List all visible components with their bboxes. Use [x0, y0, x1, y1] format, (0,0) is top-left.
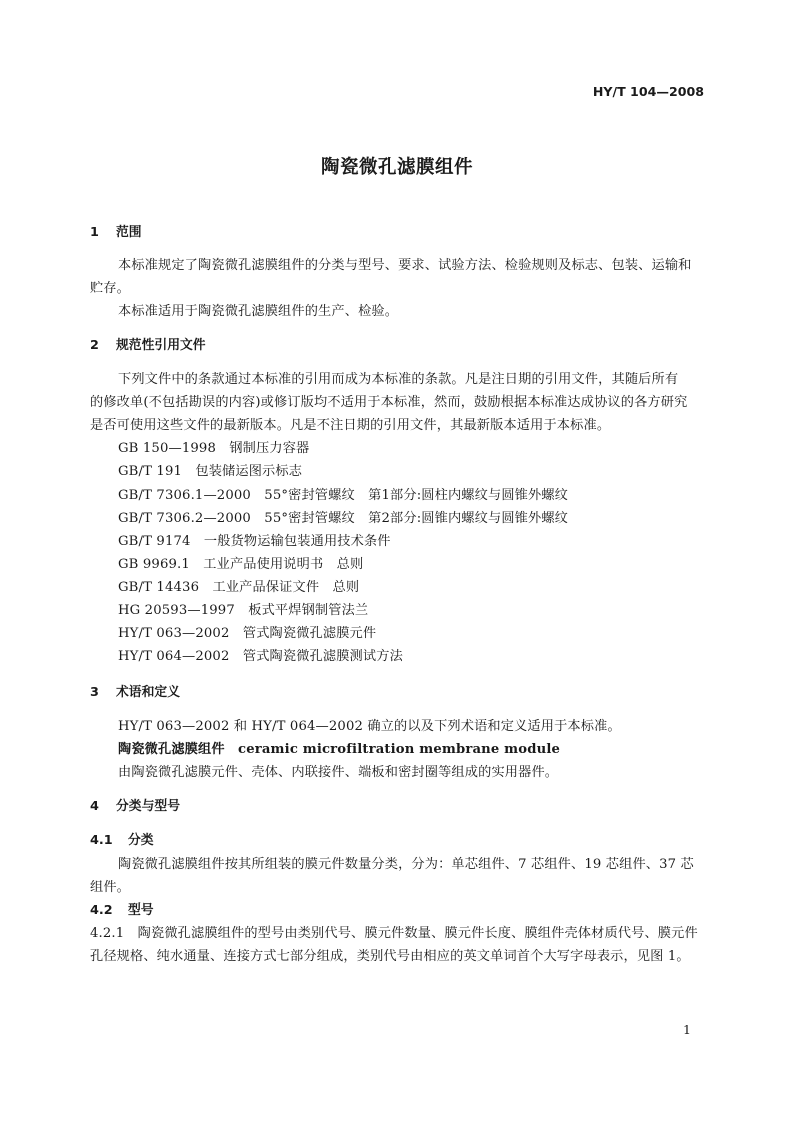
reference-item: GB/T 9174 一般货物运输包装通用技术条件 [118, 534, 391, 549]
section-number: 4 [90, 799, 99, 814]
reference-item: GB/T 14436 工业产品保证文件 总则 [118, 580, 360, 595]
page-number: 1 [683, 1022, 691, 1037]
section-number: 1 [90, 225, 99, 240]
paragraph-line: 的修改单(不包括勘误的内容)或修订版均不适用于本标准，然而，鼓励根据本标准达成协议的各方研究 [90, 395, 688, 410]
paragraph-line: 本标准适用于陶瓷微孔滤膜组件的生产、检验。 [118, 304, 399, 319]
section-title: 范围 [116, 225, 142, 240]
section-number: 3 [90, 685, 99, 700]
reference-item: GB 150—1998 钢制压力容器 [118, 441, 310, 456]
paragraph-line: 孔径规格、纯水通量、连接方式七部分组成，类别代号由相应的英文单词首个大写字母表示，见图 1。 [90, 949, 690, 964]
paragraph-line: 组件。 [90, 880, 131, 895]
reference-item: GB 9969.1 工业产品使用说明书 总则 [118, 557, 364, 572]
paragraph-line: 贮存。 [90, 281, 131, 296]
paragraph-line: 4.2.1 陶瓷微孔滤膜组件的型号由类别代号、膜元件数量、膜元件长度、膜组件壳体材质代号、膜元件 [90, 926, 698, 941]
section-title: 规范性引用文件 [116, 338, 206, 353]
paragraph-line: HY/T 063—2002 和 HY/T 064—2002 确立的以及下列术语和定义适用于本标准。 [118, 719, 621, 734]
section-2-heading [90, 334, 206, 353]
reference-item: HY/T 063—2002 管式陶瓷微孔滤膜元件 [118, 626, 377, 641]
reference-item: GB/T 7306.2—2000 55°密封管螺纹 第2部分:圆锥内螺纹与圆锥外螺纹 [118, 511, 569, 526]
section-title: 术语和定义 [116, 685, 180, 700]
reference-item: GB/T 7306.1—2000 55°密封管螺纹 第1部分:圆柱内螺纹与圆锥外螺纹 [118, 488, 569, 503]
standard-code: HY/T 104—2008 [592, 84, 704, 99]
section-title: 分类与型号 [116, 799, 180, 814]
subsection-number: 4.1 [90, 833, 113, 848]
subsection-number: 4.2 [90, 903, 113, 918]
section-3-heading [90, 681, 180, 700]
paragraph-line: 下列文件中的条款通过本标准的引用而成为本标准的条款。凡是注日期的引用文件，其随后所有 [118, 372, 679, 387]
section-4-heading [90, 795, 180, 814]
term-entry [118, 738, 560, 757]
term-chinese: 陶瓷微孔滤膜组件 [118, 742, 225, 757]
section-number: 2 [90, 338, 99, 353]
paragraph-line: 是否可使用这些文件的最新版本。凡是不注日期的引用文件，其最新版本适用于本标准。 [90, 418, 611, 433]
reference-item: HG 20593—1997 板式平焊钢制管法兰 [118, 603, 369, 618]
paragraph-line: 陶瓷微孔滤膜组件按其所组装的膜元件数量分类，分为：单芯组件、7 芯组件、19 芯组件、37 芯 [118, 857, 694, 872]
subsection-title: 型号 [128, 903, 154, 918]
term-definition: 由陶瓷微孔滤膜元件、壳体、内联接件、端板和密封圈等组成的实用器件。 [118, 765, 559, 780]
subsection-4-2-heading [90, 899, 154, 918]
subsection-4-1-heading [90, 829, 154, 848]
reference-item: HY/T 064—2002 管式陶瓷微孔滤膜测试方法 [118, 649, 403, 664]
paragraph-line: 本标准规定了陶瓷微孔滤膜组件的分类与型号、要求、试验方法、检验规则及标志、包装、运输和 [118, 258, 692, 273]
document-title: 陶瓷微孔滤膜组件 [320, 157, 473, 178]
subsection-title: 分类 [128, 833, 154, 848]
reference-item: GB/T 191 包装储运图示标志 [118, 464, 303, 479]
term-english: ceramic microfiltration membrane module [238, 742, 561, 757]
section-1-heading [90, 221, 142, 240]
